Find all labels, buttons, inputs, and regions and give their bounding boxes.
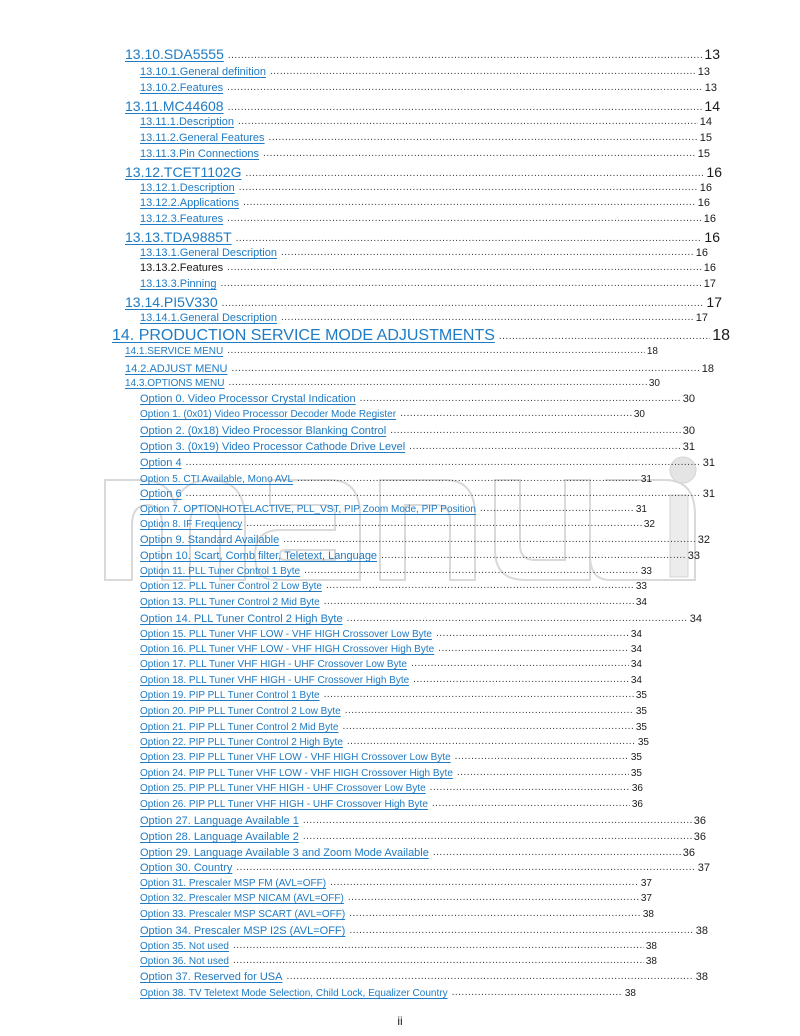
toc-entry-link[interactable]: 14. PRODUCTION SERVICE MODE ADJUSTMENTS — [112, 327, 495, 344]
toc-page-number: 15 — [699, 132, 712, 144]
toc-entry-link[interactable]: 13.11.3.Pin Connections — [140, 148, 260, 160]
dot-leader — [227, 345, 645, 356]
toc-entry[interactable] — [140, 768, 642, 779]
dot-leader — [281, 312, 694, 323]
toc-entry-link[interactable]: Option 11. PLL Tuner Control 1 Byte — [140, 566, 301, 577]
toc-page-number: 31 — [702, 457, 715, 469]
toc-entry[interactable] — [140, 457, 715, 469]
toc-page-number: 33 — [687, 550, 700, 562]
toc-entry-link[interactable]: Option 25. PIP PLL Tuner VHF HIGH - UHF Crossover Low Byte — [140, 783, 426, 794]
toc-entry-link[interactable]: Option 3. (0x19) Video Processor Cathode Drive Level — [140, 441, 406, 453]
toc-entry-link[interactable]: Option 31. Prescaler MSP FM (AVL=OFF) — [140, 878, 327, 889]
dot-leader — [303, 831, 692, 842]
dot-leader — [233, 940, 644, 951]
toc-entry[interactable] — [140, 474, 652, 485]
toc-page-number: 31 — [682, 441, 695, 453]
dot-leader — [269, 132, 698, 143]
page-number-footer: ii — [397, 1014, 403, 1028]
toc-page-number: 35 — [635, 722, 647, 733]
toc-entry[interactable] — [140, 941, 657, 952]
toc-entry[interactable] — [140, 247, 708, 259]
toc-entry[interactable] — [140, 393, 695, 405]
toc-entry-link[interactable]: Option 16. PLL Tuner VHF LOW - VHF HIGH Crossover High Byte — [140, 644, 435, 655]
toc-entry-link[interactable]: 14.1.SERVICE MENU — [125, 346, 224, 357]
toc-entry[interactable] — [140, 971, 708, 983]
toc-entry[interactable] — [140, 956, 657, 967]
toc-entry[interactable] — [125, 46, 720, 62]
toc-entry[interactable] — [140, 878, 652, 889]
dot-leader — [349, 908, 641, 919]
dot-leader — [413, 674, 629, 685]
toc-page-number: 18 — [701, 363, 714, 375]
toc-entry[interactable] — [140, 182, 712, 194]
dot-leader — [263, 148, 696, 159]
toc-entry-link[interactable]: 13.13.1.General Description — [140, 247, 277, 259]
dot-leader — [186, 488, 701, 499]
dot-leader — [347, 736, 636, 747]
toc-entry-link[interactable]: 13.13.TDA9885T — [125, 229, 232, 245]
toc-entry[interactable] — [140, 629, 642, 640]
toc-entry-link[interactable]: 13.10.SDA5555 — [125, 46, 224, 62]
toc-entry[interactable] — [140, 783, 643, 794]
toc-entry-link[interactable]: Option 19. PIP PLL Tuner Control 1 Byte — [140, 690, 320, 701]
toc-entry-link[interactable]: Option 28. Language Available 2 — [140, 831, 299, 843]
toc-entry[interactable] — [140, 132, 712, 144]
dot-leader — [499, 331, 710, 342]
toc-entry-link[interactable]: Option 26. PIP PLL Tuner VHF HIGH - UHF Crossover High Byte — [140, 799, 428, 810]
toc-entry-link[interactable]: 13.12.TCET1102G — [125, 164, 242, 180]
toc-page-number: 18 — [712, 327, 730, 344]
toc-page-number: 13 — [704, 82, 717, 94]
toc-page-number: 16 — [704, 229, 720, 245]
dot-leader — [345, 705, 634, 716]
toc-entry[interactable] — [140, 737, 649, 748]
toc-entry[interactable] — [140, 831, 706, 843]
toc-entry-link[interactable]: Option 13. PLL Tuner Control 2 Mid Byte — [140, 597, 320, 608]
toc-entry[interactable] — [125, 229, 720, 245]
dot-leader — [283, 534, 696, 545]
dot-leader — [220, 278, 701, 289]
toc-entry[interactable] — [140, 116, 712, 128]
toc-entry[interactable] — [140, 847, 695, 859]
toc-entry[interactable] — [140, 988, 636, 999]
toc-entry[interactable] — [112, 327, 730, 345]
toc-entry[interactable] — [140, 425, 695, 437]
toc-page-number: 38 — [624, 988, 636, 999]
dot-leader — [324, 596, 634, 607]
toc-entry[interactable] — [140, 566, 652, 577]
toc-entry[interactable] — [125, 346, 658, 357]
dot-leader — [186, 457, 701, 468]
toc-page-number: 16 — [703, 262, 716, 274]
toc-page-number: 38 — [695, 971, 708, 983]
dot-leader — [342, 721, 633, 732]
toc-page-number: 31 — [640, 474, 652, 485]
toc-entry-link[interactable]: Option 7. OPTIONHOTELACTIVE, PLL_VST, PIP Zoom Mode, PIP Position — [140, 504, 476, 515]
toc-page-number: 32 — [697, 534, 710, 546]
dot-leader — [360, 393, 681, 404]
toc-entry-link[interactable]: 13.12.2.Applications — [140, 197, 240, 209]
toc-entry[interactable] — [140, 722, 647, 733]
dot-leader — [233, 955, 644, 966]
dot-leader — [238, 116, 698, 127]
dot-leader — [390, 425, 681, 436]
dot-leader — [228, 50, 703, 61]
toc-page-number: 16 — [695, 247, 708, 259]
toc-entry-link[interactable]: Option 4 — [140, 457, 182, 469]
dot-leader — [348, 892, 639, 903]
toc-entry-link[interactable]: Option 30. Country — [140, 862, 233, 874]
toc-entry[interactable] — [140, 519, 655, 530]
toc-entry[interactable] — [140, 550, 700, 562]
dot-leader — [245, 168, 704, 179]
toc-page-number: 36 — [682, 847, 695, 859]
toc-entry[interactable] — [140, 799, 643, 810]
toc-page-number: 34 — [689, 613, 702, 625]
toc-page-number: 31 — [702, 488, 715, 500]
toc-page-number: 34 — [630, 629, 642, 640]
toc-entry[interactable] — [140, 488, 715, 500]
toc-page-number: 16 — [706, 164, 722, 180]
toc-page-number: 14 — [699, 116, 712, 128]
dot-leader — [228, 102, 703, 113]
dot-leader — [452, 987, 623, 998]
dot-leader — [438, 643, 629, 654]
toc-entry-link[interactable]: Option 17. PLL Tuner VHF HIGH - UHF Crossover Low Byte — [140, 659, 407, 670]
dot-leader — [222, 298, 705, 309]
dot-leader — [228, 377, 646, 388]
toc-entry-link[interactable]: Option 34. Prescaler MSP I2S (AVL=OFF) — [140, 925, 346, 937]
toc-entry-link[interactable]: 13.12.1.Description — [140, 182, 235, 194]
toc-entry[interactable] — [140, 66, 710, 78]
toc-entry-link[interactable]: 13.12.3.Features — [140, 213, 224, 225]
toc-entry[interactable] — [140, 312, 708, 324]
toc-entry[interactable] — [140, 690, 647, 701]
toc-entry-link[interactable]: Option 35. Not used — [140, 941, 229, 952]
toc-page-number: 36 — [693, 831, 706, 843]
dot-leader — [239, 182, 698, 193]
toc-entry[interactable] — [125, 294, 722, 310]
toc-entry-link[interactable]: Option 36. Not used — [140, 956, 229, 967]
toc-entry-link[interactable]: Option 24. PIP PLL Tuner VHF LOW - VHF HIGH Crossover High Byte — [140, 768, 453, 779]
toc-entry-link[interactable]: Option 10. Scart, Comb filter, Teletext, Language — [140, 550, 378, 562]
toc-entry[interactable] — [140, 82, 717, 94]
toc-page-number: 35 — [635, 706, 647, 717]
toc-page-number: 35 — [630, 768, 642, 779]
watermark-i-glyph — [663, 450, 703, 590]
toc-page-number: 31 — [635, 504, 647, 515]
toc-page-number: 14 — [704, 98, 720, 114]
toc-entry-link[interactable]: Option 21. PIP PLL Tuner Control 2 Mid Byte — [140, 722, 339, 733]
dot-leader — [347, 613, 688, 624]
toc-entry-link[interactable]: Option 0. Video Processor Crystal Indication — [140, 393, 356, 405]
toc-page-number: 36 — [693, 815, 706, 827]
toc-entry[interactable] — [140, 909, 654, 920]
toc-page-number: 36 — [631, 783, 643, 794]
toc-entry[interactable] — [140, 862, 710, 874]
dot-leader — [270, 66, 696, 77]
toc-entry[interactable] — [140, 581, 647, 592]
toc-page-number: 17 — [695, 312, 708, 324]
toc-entry-link[interactable]: Option 22. PIP PLL Tuner Control 2 High Byte — [140, 737, 343, 748]
toc-entry-link[interactable]: Option 23. PIP PLL Tuner VHF LOW - VHF HIGH Crossover Low Byte — [140, 752, 451, 763]
toc-entry-link[interactable]: Option 1. (0x01) Video Processor Decoder Mode Register — [140, 409, 397, 420]
toc-entry-link[interactable]: 13.14.1.General Description — [140, 312, 277, 324]
dot-leader — [281, 247, 694, 258]
dot-leader — [286, 971, 693, 982]
dot-leader — [330, 877, 639, 888]
dot-leader — [227, 213, 702, 224]
dot-leader — [227, 82, 703, 93]
dot-leader — [432, 798, 630, 809]
toc-entry[interactable] — [140, 441, 695, 453]
toc-page-number: 35 — [630, 752, 642, 763]
toc-page-number: 30 — [633, 409, 645, 420]
toc-entry[interactable] — [125, 378, 660, 389]
toc-page-number: 37 — [640, 893, 652, 904]
dot-leader — [243, 197, 696, 208]
toc-entry-link[interactable]: 13.11.1.Description — [140, 116, 234, 128]
dot-leader — [411, 658, 629, 669]
toc-entry[interactable] — [140, 706, 647, 717]
toc-entry-link[interactable]: Option 33. Prescaler MSP SCART (AVL=OFF) — [140, 909, 346, 920]
toc-entry-link[interactable]: Option 6 — [140, 488, 182, 500]
dot-leader — [236, 862, 695, 873]
toc-entry[interactable] — [140, 534, 710, 546]
dot-leader — [457, 767, 629, 778]
toc-entry — [140, 262, 716, 274]
toc-entry-link[interactable]: Option 32. Prescaler MSP NICAM (AVL=OFF) — [140, 893, 344, 904]
toc-entry[interactable] — [140, 644, 642, 655]
dot-leader — [297, 473, 639, 484]
toc-page-number: 38 — [642, 909, 654, 920]
toc-page-number: 16 — [699, 182, 712, 194]
toc-page-number: 15 — [697, 148, 710, 160]
toc-page-number: 34 — [635, 597, 647, 608]
dot-leader — [433, 847, 681, 858]
toc-entry[interactable] — [140, 675, 642, 686]
toc-entry-link[interactable]: 13.14.PI5V330 — [125, 294, 218, 310]
toc-page-number: 37 — [640, 878, 652, 889]
toc-entry-link[interactable]: 14.3.OPTIONS MENU — [125, 378, 225, 389]
dot-leader — [304, 565, 639, 576]
toc-page-number: 37 — [697, 862, 710, 874]
toc-page-number: 36 — [631, 799, 643, 810]
toc-page-number: 38 — [645, 956, 657, 967]
toc-entry[interactable] — [140, 504, 647, 515]
dot-leader — [324, 689, 634, 700]
toc-entry[interactable] — [140, 659, 642, 670]
dot-leader — [349, 925, 693, 936]
toc-entry-link[interactable]: 13.11.MC44608 — [125, 98, 224, 114]
toc-page-number: 38 — [645, 941, 657, 952]
toc-entry-link[interactable]: Option 37. Reserved for USA — [140, 971, 283, 983]
toc-entry-link[interactable]: Option 20. PIP PLL Tuner Control 2 Low Byte — [140, 706, 341, 717]
toc-page-number: 34 — [630, 644, 642, 655]
dot-leader — [246, 518, 642, 529]
dot-leader — [227, 262, 702, 273]
toc-entry-link[interactable]: Option 9. Standard Available — [140, 534, 280, 546]
toc-page-number: 32 — [643, 519, 655, 530]
toc-page-number: 33 — [640, 566, 652, 577]
toc-page-number: 34 — [630, 659, 642, 670]
toc-page-number: 30 — [682, 393, 695, 405]
toc-entry[interactable] — [140, 213, 716, 225]
dot-leader — [232, 363, 700, 374]
dot-leader — [303, 815, 692, 826]
toc-page-number: 35 — [637, 737, 649, 748]
toc-entry-link[interactable]: 14.2.ADJUST MENU — [125, 363, 228, 375]
toc-entry[interactable] — [125, 164, 722, 180]
toc-entry-link[interactable]: 13.10.1.General definition — [140, 66, 266, 78]
toc-entry[interactable] — [140, 613, 702, 625]
toc-page-number: 18 — [646, 346, 658, 357]
toc-entry[interactable] — [140, 197, 710, 209]
toc-entry-link[interactable]: 13.13.3.Pinning — [140, 278, 217, 290]
dot-leader — [480, 503, 634, 514]
toc-entry[interactable] — [140, 815, 706, 827]
toc-entry[interactable] — [140, 597, 647, 608]
toc-page-number: 30 — [682, 425, 695, 437]
toc-page-number: 38 — [695, 925, 708, 937]
toc-entry[interactable] — [140, 893, 652, 904]
toc-page-number: 34 — [630, 675, 642, 686]
toc-page-number: 33 — [635, 581, 647, 592]
toc-page-number: 17 — [706, 294, 722, 310]
toc-entry-link[interactable]: 13.11.2.General Features — [140, 132, 265, 144]
toc-entry[interactable] — [125, 98, 720, 114]
dot-leader — [381, 550, 686, 561]
toc-entry-link[interactable]: Option 18. PLL Tuner VHF HIGH - UHF Crossover High Byte — [140, 675, 410, 686]
toc-page-number: 30 — [648, 378, 660, 389]
dot-leader — [400, 408, 632, 419]
dot-leader — [455, 751, 629, 762]
toc-entry[interactable] — [140, 752, 642, 763]
toc-page-number: 16 — [703, 213, 716, 225]
toc-entry-link[interactable]: Option 38. TV Teletext Mode Selection, Child Lock, Equalizer Country — [140, 988, 448, 999]
toc-entry[interactable] — [140, 148, 710, 160]
toc-page-number: 35 — [635, 690, 647, 701]
toc-page-number: 16 — [697, 197, 710, 209]
toc-entry[interactable] — [125, 363, 714, 375]
toc-entry-link[interactable]: Option 29. Language Available 3 and Zoom Mode Available — [140, 847, 429, 859]
toc-entry-link[interactable]: Option 8. IF Frequency — [140, 519, 243, 530]
dot-leader — [326, 580, 634, 591]
toc-entry-link[interactable]: Option 14. PLL Tuner Control 2 High Byte — [140, 613, 343, 625]
toc-entry-link[interactable]: Option 15. PLL Tuner VHF LOW - VHF HIGH Crossover Low Byte — [140, 629, 432, 640]
toc-entry-label: 13.13.2.Features — [140, 262, 224, 274]
toc-entry[interactable] — [140, 409, 645, 420]
toc-page-number: 13 — [704, 46, 720, 62]
dot-leader — [236, 233, 703, 244]
toc-page-number: 17 — [703, 278, 716, 290]
toc-entry-link[interactable]: 13.10.2.Features — [140, 82, 224, 94]
toc-page-number: 13 — [697, 66, 710, 78]
dot-leader — [409, 441, 681, 452]
toc-entry[interactable] — [140, 925, 708, 937]
toc-entry-link[interactable]: Option 27. Language Available 1 — [140, 815, 299, 827]
toc-entry-link[interactable]: Option 5. CTI Available, Mono AVL — [140, 474, 294, 485]
toc-entry-link[interactable]: Option 12. PLL Tuner Control 2 Low Byte — [140, 581, 322, 592]
dot-leader — [436, 628, 629, 639]
toc-entry[interactable] — [140, 278, 716, 290]
dot-leader — [430, 782, 630, 793]
toc-entry-link[interactable]: Option 2. (0x18) Video Processor Blanking Control — [140, 425, 387, 437]
